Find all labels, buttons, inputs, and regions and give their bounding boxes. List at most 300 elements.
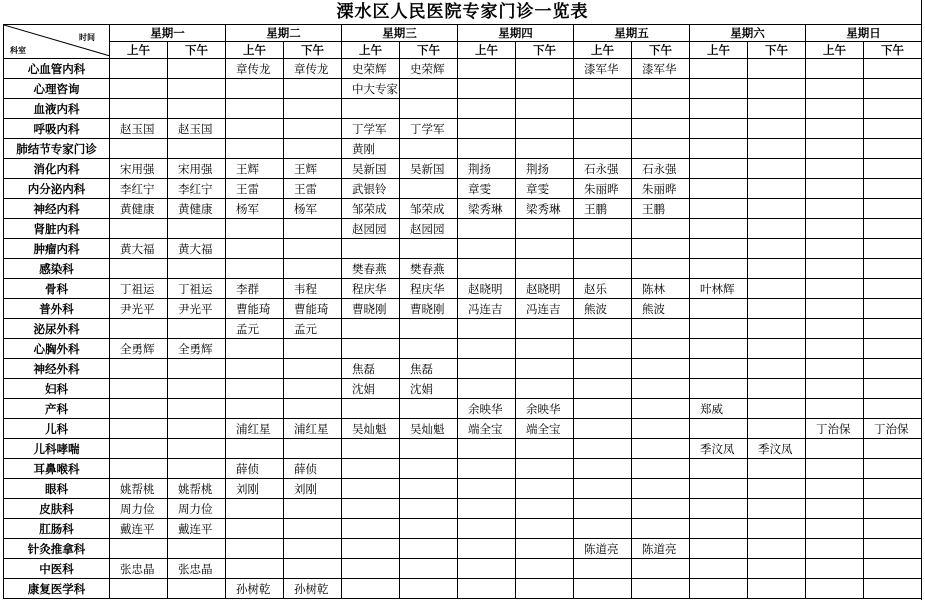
doctor-cell[interactable]: 周力俭 — [168, 499, 226, 519]
doctor-cell[interactable] — [806, 279, 864, 299]
doctor-cell[interactable] — [748, 579, 806, 599]
doctor-cell[interactable] — [110, 439, 168, 459]
doctor-cell[interactable] — [516, 459, 574, 479]
doctor-cell[interactable]: 杨军 — [226, 199, 284, 219]
doctor-cell[interactable] — [284, 119, 342, 139]
doctor-cell[interactable] — [226, 259, 284, 279]
doctor-cell[interactable]: 中大专家 — [342, 79, 400, 99]
doctor-cell[interactable] — [574, 519, 632, 539]
doctor-cell[interactable] — [458, 259, 516, 279]
doctor-cell[interactable]: 张忠晶 — [168, 559, 226, 579]
doctor-cell[interactable] — [864, 99, 922, 119]
doctor-cell[interactable] — [748, 139, 806, 159]
doctor-cell[interactable] — [690, 339, 748, 359]
doctor-cell[interactable]: 郑威 — [690, 399, 748, 419]
doctor-cell[interactable] — [516, 499, 574, 519]
doctor-cell[interactable] — [690, 419, 748, 439]
doctor-cell[interactable] — [690, 459, 748, 479]
doctor-cell[interactable] — [632, 519, 690, 539]
doctor-cell[interactable]: 赵玉国 — [168, 119, 226, 139]
doctor-cell[interactable] — [864, 559, 922, 579]
doctor-cell[interactable] — [864, 59, 922, 79]
doctor-cell[interactable] — [574, 319, 632, 339]
doctor-cell[interactable] — [226, 119, 284, 139]
doctor-cell[interactable]: 程庆华 — [342, 279, 400, 299]
doctor-cell[interactable] — [748, 499, 806, 519]
doctor-cell[interactable] — [342, 239, 400, 259]
doctor-cell[interactable]: 曹能琦 — [226, 299, 284, 319]
doctor-cell[interactable] — [632, 439, 690, 459]
doctor-cell[interactable] — [458, 439, 516, 459]
doctor-cell[interactable] — [226, 559, 284, 579]
doctor-cell[interactable] — [284, 499, 342, 519]
doctor-cell[interactable] — [806, 479, 864, 499]
doctor-cell[interactable]: 曹能琦 — [284, 299, 342, 319]
doctor-cell[interactable] — [400, 499, 458, 519]
doctor-cell[interactable]: 陈林 — [632, 279, 690, 299]
doctor-cell[interactable] — [806, 439, 864, 459]
doctor-cell[interactable] — [748, 479, 806, 499]
doctor-cell[interactable] — [690, 499, 748, 519]
doctor-cell[interactable] — [864, 79, 922, 99]
doctor-cell[interactable] — [516, 239, 574, 259]
doctor-cell[interactable]: 史荣辉 — [342, 59, 400, 79]
doctor-cell[interactable] — [690, 219, 748, 239]
doctor-cell[interactable] — [342, 399, 400, 419]
doctor-cell[interactable] — [226, 239, 284, 259]
doctor-cell[interactable] — [748, 399, 806, 419]
doctor-cell[interactable]: 宋用强 — [168, 159, 226, 179]
doctor-cell[interactable] — [284, 439, 342, 459]
doctor-cell[interactable]: 吴灿魁 — [342, 419, 400, 439]
doctor-cell[interactable]: 丁祖运 — [168, 279, 226, 299]
doctor-cell[interactable]: 季汶凤 — [748, 439, 806, 459]
doctor-cell[interactable] — [864, 459, 922, 479]
doctor-cell[interactable]: 吴新国 — [400, 159, 458, 179]
doctor-cell[interactable] — [110, 319, 168, 339]
doctor-cell[interactable] — [690, 539, 748, 559]
doctor-cell[interactable]: 漆军华 — [574, 59, 632, 79]
doctor-cell[interactable] — [110, 79, 168, 99]
doctor-cell[interactable] — [748, 179, 806, 199]
doctor-cell[interactable]: 章雯 — [458, 179, 516, 199]
doctor-cell[interactable] — [690, 479, 748, 499]
doctor-cell[interactable]: 黄大福 — [110, 239, 168, 259]
doctor-cell[interactable]: 戴连平 — [168, 519, 226, 539]
doctor-cell[interactable] — [458, 579, 516, 599]
doctor-cell[interactable] — [748, 459, 806, 479]
doctor-cell[interactable] — [458, 559, 516, 579]
doctor-cell[interactable] — [690, 519, 748, 539]
doctor-cell[interactable] — [748, 379, 806, 399]
doctor-cell[interactable] — [110, 399, 168, 419]
doctor-cell[interactable] — [690, 319, 748, 339]
doctor-cell[interactable] — [400, 459, 458, 479]
doctor-cell[interactable]: 孙树乾 — [284, 579, 342, 599]
doctor-cell[interactable]: 姚帮桃 — [110, 479, 168, 499]
doctor-cell[interactable]: 姚帮桃 — [168, 479, 226, 499]
doctor-cell[interactable]: 全勇辉 — [168, 339, 226, 359]
doctor-cell[interactable] — [400, 239, 458, 259]
doctor-cell[interactable]: 丁学军 — [400, 119, 458, 139]
doctor-cell[interactable] — [110, 59, 168, 79]
doctor-cell[interactable] — [806, 499, 864, 519]
doctor-cell[interactable]: 邹荣成 — [342, 199, 400, 219]
doctor-cell[interactable] — [632, 379, 690, 399]
doctor-cell[interactable] — [342, 559, 400, 579]
doctor-cell[interactable]: 尹光平 — [168, 299, 226, 319]
doctor-cell[interactable] — [516, 579, 574, 599]
doctor-cell[interactable] — [168, 139, 226, 159]
doctor-cell[interactable] — [284, 379, 342, 399]
doctor-cell[interactable]: 吴新国 — [342, 159, 400, 179]
doctor-cell[interactable] — [226, 519, 284, 539]
doctor-cell[interactable] — [574, 259, 632, 279]
doctor-cell[interactable] — [632, 139, 690, 159]
doctor-cell[interactable] — [516, 479, 574, 499]
doctor-cell[interactable] — [342, 519, 400, 539]
doctor-cell[interactable] — [226, 339, 284, 359]
doctor-cell[interactable] — [748, 259, 806, 279]
doctor-cell[interactable]: 杨军 — [284, 199, 342, 219]
doctor-cell[interactable]: 朱丽晔 — [632, 179, 690, 199]
doctor-cell[interactable] — [284, 519, 342, 539]
doctor-cell[interactable] — [284, 399, 342, 419]
doctor-cell[interactable] — [110, 459, 168, 479]
doctor-cell[interactable] — [516, 519, 574, 539]
doctor-cell[interactable] — [574, 419, 632, 439]
doctor-cell[interactable]: 武银铃 — [342, 179, 400, 199]
doctor-cell[interactable]: 冯连吉 — [516, 299, 574, 319]
doctor-cell[interactable] — [284, 239, 342, 259]
doctor-cell[interactable]: 全勇辉 — [110, 339, 168, 359]
doctor-cell[interactable]: 荆扬 — [458, 159, 516, 179]
doctor-cell[interactable] — [458, 339, 516, 359]
doctor-cell[interactable] — [806, 379, 864, 399]
doctor-cell[interactable]: 端全宝 — [516, 419, 574, 439]
doctor-cell[interactable] — [748, 539, 806, 559]
doctor-cell[interactable] — [632, 359, 690, 379]
doctor-cell[interactable] — [168, 79, 226, 99]
doctor-cell[interactable] — [284, 539, 342, 559]
doctor-cell[interactable] — [806, 519, 864, 539]
doctor-cell[interactable] — [284, 559, 342, 579]
doctor-cell[interactable] — [516, 219, 574, 239]
doctor-cell[interactable] — [168, 359, 226, 379]
doctor-cell[interactable] — [458, 139, 516, 159]
doctor-cell[interactable] — [806, 179, 864, 199]
doctor-cell[interactable] — [574, 579, 632, 599]
doctor-cell[interactable] — [632, 559, 690, 579]
doctor-cell[interactable]: 薛侦 — [226, 459, 284, 479]
doctor-cell[interactable]: 浦红星 — [226, 419, 284, 439]
doctor-cell[interactable]: 吴灿魁 — [400, 419, 458, 439]
doctor-cell[interactable] — [748, 559, 806, 579]
doctor-cell[interactable]: 黄健康 — [110, 199, 168, 219]
doctor-cell[interactable]: 余映华 — [516, 399, 574, 419]
doctor-cell[interactable] — [748, 359, 806, 379]
doctor-cell[interactable] — [574, 399, 632, 419]
doctor-cell[interactable]: 章传龙 — [226, 59, 284, 79]
doctor-cell[interactable] — [168, 539, 226, 559]
doctor-cell[interactable]: 熊波 — [574, 299, 632, 319]
doctor-cell[interactable] — [806, 239, 864, 259]
doctor-cell[interactable] — [574, 239, 632, 259]
doctor-cell[interactable] — [226, 139, 284, 159]
doctor-cell[interactable] — [284, 99, 342, 119]
doctor-cell[interactable] — [516, 559, 574, 579]
doctor-cell[interactable] — [284, 359, 342, 379]
doctor-cell[interactable] — [516, 379, 574, 399]
doctor-cell[interactable] — [864, 219, 922, 239]
doctor-cell[interactable]: 陈道亮 — [574, 539, 632, 559]
doctor-cell[interactable] — [516, 359, 574, 379]
doctor-cell[interactable] — [748, 299, 806, 319]
doctor-cell[interactable] — [226, 379, 284, 399]
doctor-cell[interactable] — [864, 239, 922, 259]
doctor-cell[interactable] — [284, 339, 342, 359]
doctor-cell[interactable] — [864, 319, 922, 339]
doctor-cell[interactable] — [516, 79, 574, 99]
doctor-cell[interactable]: 李红宁 — [110, 179, 168, 199]
doctor-cell[interactable] — [226, 79, 284, 99]
doctor-cell[interactable] — [574, 359, 632, 379]
doctor-cell[interactable] — [864, 119, 922, 139]
doctor-cell[interactable]: 孟元 — [226, 319, 284, 339]
doctor-cell[interactable] — [400, 139, 458, 159]
doctor-cell[interactable] — [458, 499, 516, 519]
doctor-cell[interactable] — [516, 119, 574, 139]
doctor-cell[interactable] — [168, 419, 226, 439]
doctor-cell[interactable] — [864, 399, 922, 419]
doctor-cell[interactable] — [690, 99, 748, 119]
doctor-cell[interactable] — [516, 539, 574, 559]
doctor-cell[interactable] — [806, 219, 864, 239]
doctor-cell[interactable] — [748, 159, 806, 179]
doctor-cell[interactable]: 丁祖运 — [110, 279, 168, 299]
doctor-cell[interactable] — [110, 539, 168, 559]
doctor-cell[interactable] — [342, 459, 400, 479]
doctor-cell[interactable]: 丁治保 — [864, 419, 922, 439]
doctor-cell[interactable] — [864, 199, 922, 219]
doctor-cell[interactable] — [400, 519, 458, 539]
doctor-cell[interactable]: 黄刚 — [342, 139, 400, 159]
doctor-cell[interactable] — [284, 259, 342, 279]
doctor-cell[interactable] — [400, 79, 458, 99]
doctor-cell[interactable] — [806, 559, 864, 579]
doctor-cell[interactable]: 黄大福 — [168, 239, 226, 259]
doctor-cell[interactable] — [574, 79, 632, 99]
doctor-cell[interactable] — [516, 259, 574, 279]
doctor-cell[interactable] — [458, 459, 516, 479]
doctor-cell[interactable] — [806, 579, 864, 599]
doctor-cell[interactable] — [690, 179, 748, 199]
doctor-cell[interactable] — [748, 199, 806, 219]
doctor-cell[interactable] — [632, 259, 690, 279]
doctor-cell[interactable] — [168, 99, 226, 119]
doctor-cell[interactable] — [400, 399, 458, 419]
doctor-cell[interactable] — [574, 459, 632, 479]
doctor-cell[interactable] — [168, 319, 226, 339]
doctor-cell[interactable]: 焦磊 — [342, 359, 400, 379]
doctor-cell[interactable] — [632, 219, 690, 239]
doctor-cell[interactable] — [226, 219, 284, 239]
doctor-cell[interactable]: 李红宁 — [168, 179, 226, 199]
doctor-cell[interactable] — [458, 519, 516, 539]
doctor-cell[interactable]: 梁秀琳 — [458, 199, 516, 219]
doctor-cell[interactable]: 丁治保 — [806, 419, 864, 439]
doctor-cell[interactable] — [516, 139, 574, 159]
doctor-cell[interactable] — [748, 99, 806, 119]
doctor-cell[interactable]: 戴连平 — [110, 519, 168, 539]
doctor-cell[interactable]: 沈娟 — [342, 379, 400, 399]
doctor-cell[interactable] — [632, 319, 690, 339]
doctor-cell[interactable]: 叶林辉 — [690, 279, 748, 299]
doctor-cell[interactable] — [574, 379, 632, 399]
doctor-cell[interactable] — [226, 99, 284, 119]
doctor-cell[interactable] — [400, 179, 458, 199]
doctor-cell[interactable] — [458, 99, 516, 119]
doctor-cell[interactable] — [864, 519, 922, 539]
doctor-cell[interactable] — [574, 339, 632, 359]
doctor-cell[interactable] — [284, 139, 342, 159]
doctor-cell[interactable] — [168, 459, 226, 479]
doctor-cell[interactable]: 焦磊 — [400, 359, 458, 379]
doctor-cell[interactable] — [864, 359, 922, 379]
doctor-cell[interactable] — [632, 579, 690, 599]
doctor-cell[interactable] — [110, 259, 168, 279]
doctor-cell[interactable] — [458, 539, 516, 559]
doctor-cell[interactable] — [806, 259, 864, 279]
doctor-cell[interactable] — [632, 79, 690, 99]
doctor-cell[interactable]: 季汶凤 — [690, 439, 748, 459]
doctor-cell[interactable] — [690, 199, 748, 219]
doctor-cell[interactable] — [806, 119, 864, 139]
doctor-cell[interactable]: 程庆华 — [400, 279, 458, 299]
doctor-cell[interactable]: 曹晓刚 — [342, 299, 400, 319]
doctor-cell[interactable] — [110, 419, 168, 439]
doctor-cell[interactable]: 刘刚 — [226, 479, 284, 499]
doctor-cell[interactable] — [574, 219, 632, 239]
doctor-cell[interactable] — [400, 559, 458, 579]
doctor-cell[interactable] — [690, 259, 748, 279]
doctor-cell[interactable] — [864, 579, 922, 599]
doctor-cell[interactable] — [400, 319, 458, 339]
doctor-cell[interactable] — [574, 559, 632, 579]
doctor-cell[interactable]: 薛侦 — [284, 459, 342, 479]
doctor-cell[interactable] — [748, 219, 806, 239]
doctor-cell[interactable] — [864, 299, 922, 319]
doctor-cell[interactable] — [168, 379, 226, 399]
doctor-cell[interactable] — [516, 439, 574, 459]
doctor-cell[interactable] — [632, 119, 690, 139]
doctor-cell[interactable] — [516, 319, 574, 339]
doctor-cell[interactable] — [110, 99, 168, 119]
doctor-cell[interactable]: 赵晓明 — [458, 279, 516, 299]
doctor-cell[interactable] — [690, 299, 748, 319]
doctor-cell[interactable] — [806, 99, 864, 119]
doctor-cell[interactable]: 王鹏 — [574, 199, 632, 219]
doctor-cell[interactable] — [748, 319, 806, 339]
doctor-cell[interactable] — [458, 239, 516, 259]
doctor-cell[interactable]: 孙树乾 — [226, 579, 284, 599]
doctor-cell[interactable] — [342, 479, 400, 499]
doctor-cell[interactable] — [806, 399, 864, 419]
doctor-cell[interactable] — [226, 539, 284, 559]
doctor-cell[interactable] — [284, 219, 342, 239]
doctor-cell[interactable] — [864, 159, 922, 179]
doctor-cell[interactable]: 赵乐 — [574, 279, 632, 299]
doctor-cell[interactable] — [400, 439, 458, 459]
doctor-cell[interactable] — [168, 219, 226, 239]
doctor-cell[interactable] — [342, 579, 400, 599]
doctor-cell[interactable]: 王鹏 — [632, 199, 690, 219]
doctor-cell[interactable]: 浦红星 — [284, 419, 342, 439]
doctor-cell[interactable] — [806, 199, 864, 219]
doctor-cell[interactable] — [574, 119, 632, 139]
doctor-cell[interactable] — [458, 319, 516, 339]
doctor-cell[interactable]: 端全宝 — [458, 419, 516, 439]
doctor-cell[interactable] — [806, 139, 864, 159]
doctor-cell[interactable]: 王辉 — [284, 159, 342, 179]
doctor-cell[interactable] — [168, 439, 226, 459]
doctor-cell[interactable] — [864, 379, 922, 399]
doctor-cell[interactable] — [806, 339, 864, 359]
doctor-cell[interactable] — [690, 139, 748, 159]
doctor-cell[interactable] — [110, 579, 168, 599]
doctor-cell[interactable] — [168, 579, 226, 599]
doctor-cell[interactable]: 沈娟 — [400, 379, 458, 399]
doctor-cell[interactable] — [110, 359, 168, 379]
doctor-cell[interactable] — [226, 439, 284, 459]
doctor-cell[interactable] — [516, 99, 574, 119]
doctor-cell[interactable] — [690, 159, 748, 179]
doctor-cell[interactable] — [458, 219, 516, 239]
doctor-cell[interactable] — [574, 99, 632, 119]
doctor-cell[interactable] — [748, 79, 806, 99]
doctor-cell[interactable] — [400, 579, 458, 599]
doctor-cell[interactable]: 章雯 — [516, 179, 574, 199]
doctor-cell[interactable]: 章传龙 — [284, 59, 342, 79]
doctor-cell[interactable]: 余映华 — [458, 399, 516, 419]
doctor-cell[interactable]: 石永强 — [574, 159, 632, 179]
doctor-cell[interactable] — [342, 319, 400, 339]
doctor-cell[interactable]: 赵玉国 — [110, 119, 168, 139]
doctor-cell[interactable] — [458, 79, 516, 99]
doctor-cell[interactable] — [748, 339, 806, 359]
doctor-cell[interactable] — [458, 359, 516, 379]
doctor-cell[interactable]: 樊春燕 — [342, 259, 400, 279]
doctor-cell[interactable] — [806, 359, 864, 379]
doctor-cell[interactable] — [632, 459, 690, 479]
doctor-cell[interactable] — [400, 339, 458, 359]
doctor-cell[interactable] — [632, 399, 690, 419]
doctor-cell[interactable]: 史荣辉 — [400, 59, 458, 79]
doctor-cell[interactable] — [690, 79, 748, 99]
doctor-cell[interactable]: 王辉 — [226, 159, 284, 179]
doctor-cell[interactable]: 樊春燕 — [400, 259, 458, 279]
doctor-cell[interactable] — [690, 559, 748, 579]
doctor-cell[interactable] — [806, 319, 864, 339]
doctor-cell[interactable]: 陈道亮 — [632, 539, 690, 559]
doctor-cell[interactable]: 石永强 — [632, 159, 690, 179]
doctor-cell[interactable]: 孟元 — [284, 319, 342, 339]
doctor-cell[interactable] — [458, 59, 516, 79]
doctor-cell[interactable] — [690, 359, 748, 379]
doctor-cell[interactable] — [400, 479, 458, 499]
doctor-cell[interactable]: 丁学军 — [342, 119, 400, 139]
doctor-cell[interactable] — [632, 239, 690, 259]
